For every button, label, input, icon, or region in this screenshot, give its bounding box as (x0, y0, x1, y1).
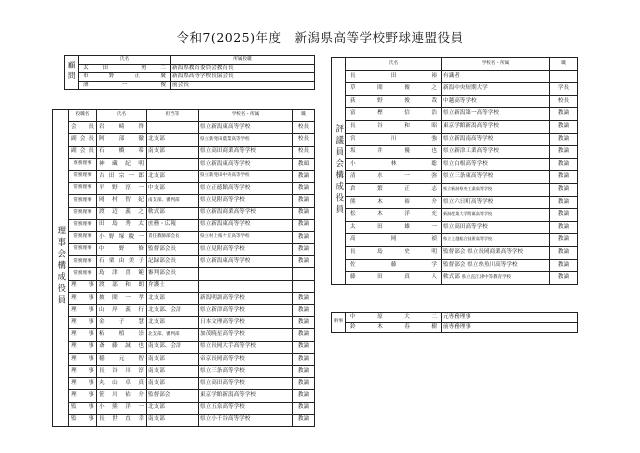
director-duty: 北支部、審判部 (147, 329, 199, 341)
director-role: 理事 (69, 365, 97, 377)
director-duty: 北支部 (147, 292, 199, 304)
councillor-title: 教論 (550, 133, 578, 146)
councillor-school (442, 246, 550, 259)
director-row (53, 195, 315, 207)
director-role: 監事 (69, 414, 97, 426)
councillor-name: 宮川強 (346, 133, 442, 146)
director-row (53, 134, 315, 146)
advisor-position: 新潟県高等学校長協会長 (171, 73, 315, 82)
director-title: 校長 (293, 122, 315, 134)
councillor-school-main: 中越高等学校 (443, 97, 477, 104)
councillors-header-row (332, 58, 578, 71)
councillor-school (442, 234, 550, 247)
councillor-school-main: 東京学館新潟高等学校 (443, 122, 499, 129)
director-school: 県立正徳館高等学校 (199, 183, 293, 195)
councillor-school-main: 監督部会 (443, 248, 466, 255)
councillor-school-main: 県立高田高等学校 (443, 223, 488, 230)
director-role: 常務理事 (69, 219, 97, 231)
director-duty (147, 158, 199, 170)
director-school: 県立見附高等学校 (199, 195, 293, 207)
advisor-position: 前会長 (171, 81, 315, 90)
director-role: 理事 (69, 280, 97, 292)
councillor-school-main: 県立六日町高等学校 (443, 198, 494, 205)
director-role: 理事 (69, 317, 97, 329)
councillor-school (442, 209, 550, 222)
director-duty: 北支部 (147, 317, 199, 329)
director-school: 加茂暁星高等学校 (199, 329, 293, 341)
secretary-name: 中原大二 (346, 313, 442, 323)
director-role: 常務理事 (69, 195, 97, 207)
director-name: 阿部徹 (97, 134, 147, 146)
councillors-header-school: 学校名・所属 (442, 58, 550, 71)
councillor-school (442, 196, 550, 209)
director-role: 常務理事 (69, 268, 97, 280)
councillor-name: 荻野俊哉 (346, 95, 442, 108)
secretary-name: 鈴木春樹 (346, 323, 442, 333)
director-duty: 北支部 (147, 134, 199, 146)
councillor-title: 学長 (550, 83, 578, 96)
director-name: 石橋希 (97, 146, 147, 158)
councillor-school-main: 軟式部 (443, 274, 460, 281)
directors-header-role: 役職名 (69, 110, 97, 122)
director-duty: 南支部、会計 (147, 341, 199, 353)
councillor-title: 教論 (550, 171, 578, 184)
secretary-note: 元専務理事 (442, 313, 578, 323)
secretary-row (332, 323, 578, 333)
director-role: 副会長 (69, 146, 97, 158)
director-name: 中野修 (97, 244, 147, 256)
councillor-school-main: 監督部会 (443, 261, 466, 268)
councillor-school-extra: 県立長岡商業高等学校 (467, 248, 524, 255)
councillor-school (442, 183, 550, 196)
directors-header-name: 氏名 (97, 110, 147, 122)
councillor-name: 坂井優也 (346, 146, 442, 159)
councillor-title: 教論 (550, 221, 578, 234)
directors-header-title: 職 (293, 110, 315, 122)
director-row (53, 280, 315, 292)
director-duty: 審判部会長 (147, 268, 199, 280)
councillor-school-main: 県立白根高等学校 (443, 160, 488, 167)
councillor-school (442, 146, 550, 159)
directors-table (52, 109, 315, 427)
director-row (53, 183, 315, 195)
director-title: 教論 (293, 195, 315, 207)
councillor-school (442, 70, 550, 83)
director-duty: 南支部、審判部 (147, 195, 199, 207)
directors-header-row (53, 110, 315, 122)
director-role: 常務理事 (69, 170, 97, 182)
director-row (53, 317, 315, 329)
councillor-school-main: 有識者 (443, 72, 460, 79)
councillor-name: 長谷和昭 (346, 120, 442, 133)
director-title: 教論 (293, 341, 315, 353)
director-name: 稲元智 (97, 353, 147, 365)
director-row (53, 292, 315, 304)
councillor-row (332, 171, 578, 184)
councillor-row (332, 83, 578, 96)
director-name: 丸山卓真 (97, 378, 147, 390)
councillor-row (332, 183, 578, 196)
director-role: 専務理事 (69, 158, 97, 170)
director-title: 教論 (293, 256, 315, 268)
councillor-school-main: 県立新津工業高等学校 (443, 148, 499, 155)
secretaries-table (331, 312, 578, 333)
councillor-school (442, 158, 550, 171)
councillor-school-main: 県立新潟県央工業高等学校 (443, 185, 493, 191)
councillor-name: 倉繁正志 (346, 183, 442, 196)
councillor-title: 教論 (550, 234, 578, 247)
directors-label-text: 理事会構成役員 (55, 226, 66, 307)
director-school: 東京学館新潟高等学校 (199, 390, 293, 402)
director-name: 吉田宗一郎 (97, 170, 147, 182)
director-title: 教論 (293, 231, 315, 243)
councillor-title: 教論 (550, 272, 578, 285)
director-school: 県立新潟東高等学校 (199, 122, 293, 134)
councillor-school (442, 95, 550, 108)
director-school: 新潟明訓高等学校 (199, 292, 293, 304)
director-title: 教論 (293, 378, 315, 390)
councillor-title: 教論 (550, 196, 578, 209)
director-name: 神藏紀明 (97, 158, 147, 170)
page-title: 令和7(2025)年度 新潟県高等学校野球連盟役員 (176, 30, 464, 45)
councillor-title: 教論 (550, 246, 578, 259)
director-title: 校長 (293, 146, 315, 158)
director-title (293, 280, 315, 292)
councillor-row (332, 259, 578, 272)
councillor-title: 教論 (550, 120, 578, 133)
director-name: 長世直幸 (97, 414, 147, 426)
councillor-title: 教論 (550, 209, 578, 222)
councillors-table (331, 57, 578, 285)
director-duty: 軟式部 (147, 207, 199, 219)
councillor-row (332, 133, 578, 146)
councillor-row (332, 70, 578, 83)
director-name: 披間一孝 (97, 292, 147, 304)
director-school: 帝京長岡高等学校 (199, 353, 293, 365)
councillor-title: 教論 (550, 183, 578, 196)
director-name: 小野塚慶一 (97, 231, 147, 243)
director-duty (147, 122, 199, 134)
director-row (53, 378, 315, 390)
director-name: 長谷川淳 (97, 365, 147, 377)
councillor-name: 長田裕 (346, 70, 442, 83)
councillor-name: 熊木裕介 (346, 196, 442, 209)
councillors-header-title: 職 (550, 58, 578, 71)
director-name: 岩崎啓 (97, 122, 147, 134)
councillor-row (332, 234, 578, 247)
director-role: 理事 (69, 292, 97, 304)
secretaries-label: 幹事 (332, 313, 346, 333)
councillor-name: 小林聡 (346, 158, 442, 171)
councillor-school (442, 83, 550, 96)
councillor-row (332, 158, 578, 171)
director-title: 教論 (293, 219, 315, 231)
director-school: 県立新発田農業高等学校 (199, 134, 293, 146)
councillor-row (332, 95, 578, 108)
councillors-header-name: 氏名 (346, 58, 442, 71)
director-school: 県立小千谷高等学校 (199, 414, 293, 426)
councillor-school (442, 272, 550, 285)
councillor-school (442, 133, 550, 146)
director-row (53, 207, 315, 219)
councillor-school-extra: 県立直江津中等教育学校 (461, 275, 512, 281)
director-school: 県立三条高等学校 (199, 365, 293, 377)
councillor-name: 高岡禎 (346, 234, 442, 247)
councillor-row (332, 146, 578, 159)
director-duty: 記録部会長 (147, 256, 199, 268)
director-school: 県立新津高等学校 (199, 305, 293, 317)
director-role: 会長 (69, 122, 97, 134)
director-row (53, 353, 315, 365)
councillor-row (332, 209, 578, 222)
directors-header-school: 学校名・所属 (199, 110, 293, 122)
director-row (53, 390, 315, 402)
director-role: 副会長 (69, 134, 97, 146)
councillor-school-extra: 県立糸魚川高等学校 (467, 261, 518, 268)
director-title: 教論 (293, 402, 315, 414)
director-school: 県立五泉高等学校 (199, 402, 293, 414)
councillor-row (332, 272, 578, 285)
councillor-school-main: 県立上越総合技術高等学校 (443, 236, 493, 242)
councillor-name: 清水一弥 (346, 171, 442, 184)
director-school: 県立新発田中央高等学校 (199, 170, 293, 182)
director-role: 常務理事 (69, 231, 97, 243)
advisors-header-row (65, 56, 315, 65)
director-name: 岡村智紀 (97, 195, 147, 207)
councillor-title: 教論 (550, 146, 578, 159)
advisor-name: 薄一俊 (79, 81, 171, 90)
director-title: 教論 (293, 365, 315, 377)
director-title: 教論 (293, 207, 315, 219)
councillor-name: 草間俊之 (346, 83, 442, 96)
director-row (53, 219, 315, 231)
director-row (53, 146, 315, 158)
director-row (53, 256, 315, 268)
director-row (53, 365, 315, 377)
councillors-label-text: 評議員会構成役員 (333, 123, 344, 216)
director-role: 理事 (69, 305, 97, 317)
councillor-row (332, 108, 578, 121)
councillors-label (332, 58, 346, 285)
director-school: 県立新潟東高等学校 (199, 158, 293, 170)
director-row (53, 329, 315, 341)
secretary-note: 前専務理事 (442, 323, 578, 333)
councillor-name: 松木洋充 (346, 209, 442, 222)
councillor-name: 太田雄一 (346, 221, 442, 234)
director-school: 県立見附高等学校 (199, 244, 293, 256)
councillor-row (332, 221, 578, 234)
director-row (53, 231, 315, 243)
director-duty: 北支部 (147, 170, 199, 182)
director-duty: 南支部 (147, 146, 199, 158)
councillor-name: 佐藤学 (346, 259, 442, 272)
director-title: 教論 (293, 329, 315, 341)
director-title: 教論 (293, 414, 315, 426)
director-name: 金子慧 (97, 317, 147, 329)
director-title: 教論 (293, 244, 315, 256)
director-school: 県立高田高等学校 (199, 378, 293, 390)
director-name: 田島秀太 (97, 219, 147, 231)
advisors-label-text: 顧問 (67, 60, 77, 82)
councillor-title: 教論 (550, 108, 578, 121)
director-duty: 中支部 (147, 183, 199, 195)
director-name: 柘植崇 (97, 329, 147, 341)
secretary-row (332, 313, 578, 323)
director-school: 県立新潟東高等学校 (199, 256, 293, 268)
director-school (199, 268, 293, 280)
director-duty: 南支部 (147, 353, 199, 365)
director-school: 日本文理高等学校 (199, 317, 293, 329)
director-title: 教論 (293, 292, 315, 304)
director-row (53, 170, 315, 182)
director-school: 県立新潟東高等学校 (199, 219, 293, 231)
councillor-school (442, 171, 550, 184)
councillor-school (442, 259, 550, 272)
advisors-label (65, 56, 79, 90)
director-name: 小熊洋一 (97, 402, 147, 414)
director-duty: 監督部会長 (147, 244, 199, 256)
councillor-school-main: 県立新潟南高等学校 (443, 135, 494, 142)
director-role: 常務理事 (69, 244, 97, 256)
director-title: 教論 (293, 317, 315, 329)
councillor-title (550, 70, 578, 83)
director-title: 教論 (293, 353, 315, 365)
advisor-name: 太田 勇二 (79, 64, 171, 73)
director-name: 山岸義行 (97, 305, 147, 317)
director-school: 県立新潟商業高等学校 (199, 207, 293, 219)
director-title: 教論 (293, 390, 315, 402)
director-duty: 南支部 (147, 365, 199, 377)
director-row (53, 122, 315, 134)
councillor-name: 富樫信浩 (346, 108, 442, 121)
advisor-row (65, 81, 315, 90)
director-school: 県立高田商業高等学校 (199, 146, 293, 158)
director-school: 県立長岡大手高等学校 (199, 341, 293, 353)
advisors-table (64, 55, 315, 90)
director-name: 斎藤誠也 (97, 341, 147, 353)
director-school: 県立村上桜ケ丘高等学校 (199, 231, 293, 243)
director-role: 常務理事 (69, 207, 97, 219)
councillor-title: 教論 (550, 158, 578, 171)
director-role: 監事 (69, 402, 97, 414)
director-title: 校長 (293, 134, 315, 146)
director-name: 石栗由美子 (97, 256, 147, 268)
advisor-position: 新潟県教育委員会教育長 (171, 64, 315, 73)
director-row (53, 402, 315, 414)
councillor-school (442, 120, 550, 133)
director-role: 理事 (69, 341, 97, 353)
director-title: 教頭 (293, 158, 315, 170)
director-row (53, 341, 315, 353)
director-title: 教論 (293, 183, 315, 195)
director-role: 理事 (69, 329, 97, 341)
director-title: 教論 (293, 305, 315, 317)
councillor-row (332, 120, 578, 133)
director-duty: 北支部 (147, 402, 199, 414)
councillor-school-main: 県立三条東高等学校 (443, 173, 494, 180)
councillor-school (442, 108, 550, 121)
director-role: 常務理事 (69, 183, 97, 195)
councillor-school (442, 221, 550, 234)
advisor-row (65, 64, 315, 73)
advisor-name: 市野正廣 (79, 73, 171, 82)
director-role: 理事 (69, 390, 97, 402)
director-row (53, 268, 315, 280)
councillor-title: 教論 (550, 259, 578, 272)
director-role: 理事 (69, 353, 97, 365)
councillor-name: 藤田真人 (346, 272, 442, 285)
director-name: 笹川佑介 (97, 390, 147, 402)
director-duty: 監督部会 (147, 390, 199, 402)
director-title (293, 268, 315, 280)
director-duty: 北支部、会計 (147, 305, 199, 317)
director-duty: 南支部 (147, 414, 199, 426)
director-school (199, 280, 293, 292)
councillor-school-main: 県立新潟第一高等学校 (443, 110, 499, 117)
director-row (53, 244, 315, 256)
director-duty: 南支部 (147, 378, 199, 390)
directors-label (53, 110, 69, 427)
director-row (53, 158, 315, 170)
director-name: 渡辺義之 (97, 207, 147, 219)
director-role: 理事 (69, 378, 97, 390)
director-title: 教論 (293, 170, 315, 182)
councillor-school-main: 新潟中央短期大学 (443, 85, 488, 92)
director-duty: 弁護士 (147, 280, 199, 292)
advisors-header-position: 所属役職 (171, 56, 315, 65)
director-name: 平野淳一 (97, 183, 147, 195)
advisors-header-name: 氏名 (79, 56, 171, 65)
councillor-name: 長島史明 (346, 246, 442, 259)
director-duty: 庶務・広報 (147, 219, 199, 231)
director-name: 島津喜範 (97, 268, 147, 280)
councillor-row (332, 246, 578, 259)
directors-header-duty: 担当等 (147, 110, 199, 122)
councillor-title: 校長 (550, 95, 578, 108)
councillor-row (332, 196, 578, 209)
director-duty: 責任教師部会長 (147, 231, 199, 243)
director-row (53, 305, 315, 317)
director-role: 常務理事 (69, 256, 97, 268)
advisor-row (65, 73, 315, 82)
director-name: 渡部和朗 (97, 280, 147, 292)
councillor-school-main: 新潟産業大学附属高等学校 (443, 211, 493, 217)
director-row (53, 414, 315, 426)
